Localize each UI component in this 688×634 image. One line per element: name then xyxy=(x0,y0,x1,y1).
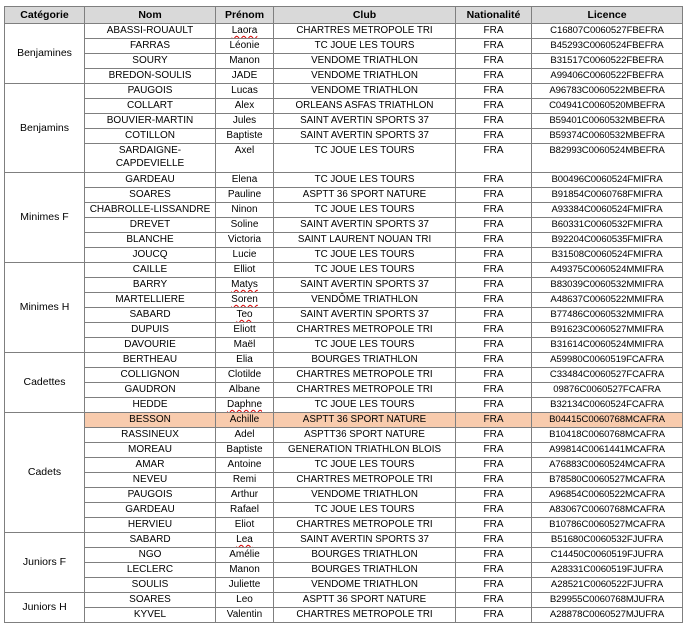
table-row xyxy=(5,173,683,188)
table-row xyxy=(5,99,683,114)
prenom-cell: Maël xyxy=(216,338,274,353)
prenom-cell: Arthur xyxy=(216,488,274,503)
licence-cell: B29955C0060768MJUFRA xyxy=(532,593,683,608)
club-cell: ASPTT 36 SPORT NATURE xyxy=(274,188,456,203)
header-licence: Licence xyxy=(532,7,683,24)
prenom-cell: Soline xyxy=(216,218,274,233)
nom-cell: GARDEAU xyxy=(85,173,216,188)
club-cell: CHARTRES METROPOLE TRI xyxy=(274,383,456,398)
participants-table xyxy=(4,6,683,623)
table-row xyxy=(5,593,683,608)
licence-cell: B45293C0060524FBEFRA xyxy=(532,39,683,54)
category-cell: Juniors H xyxy=(5,593,85,623)
licence-cell: B91623C0060527MMIFRA xyxy=(532,323,683,338)
prenom-cell: Baptiste xyxy=(216,129,274,144)
licence-cell: B83039C0060532MMIFRA xyxy=(532,278,683,293)
prenom-cell: Juliette xyxy=(216,578,274,593)
prenom-cell: Valentin xyxy=(216,608,274,623)
club-cell: CHARTRES METROPOLE TRI xyxy=(274,368,456,383)
table-row xyxy=(5,39,683,54)
licence-cell: B82993C0060524MBEFRA xyxy=(532,144,683,173)
table-row xyxy=(5,114,683,129)
table-row xyxy=(5,218,683,233)
prenom-cell: Manon xyxy=(216,54,274,69)
club-cell: SAINT AVERTIN SPORTS 37 xyxy=(274,533,456,548)
licence-cell: A99814C0061441MCAFRA xyxy=(532,443,683,458)
nom-cell: DUPUIS xyxy=(85,323,216,338)
licence-cell: B91854C0060768FMIFRA xyxy=(532,188,683,203)
club-cell: TC JOUE LES TOURS xyxy=(274,39,456,54)
category-cell: Juniors F xyxy=(5,533,85,593)
nom-cell: PAUGOIS xyxy=(85,488,216,503)
club-cell: SAINT AVERTIN SPORTS 37 xyxy=(274,114,456,129)
nom-cell: SOURY xyxy=(85,54,216,69)
nom-cell: SOARES xyxy=(85,593,216,608)
licence-cell: B31517C0060522FBEFRA xyxy=(532,54,683,69)
club-cell: ORLEANS ASFAS TRIATHLON xyxy=(274,99,456,114)
nationalite-cell: FRA xyxy=(456,218,532,233)
licence-cell: 09876C0060527FCAFRA xyxy=(532,383,683,398)
prenom-cell: Ninon xyxy=(216,203,274,218)
table-row xyxy=(5,608,683,623)
prenom-cell: Clotilde xyxy=(216,368,274,383)
table-row xyxy=(5,473,683,488)
club-cell: TC JOUE LES TOURS xyxy=(274,263,456,278)
table-row xyxy=(5,428,683,443)
prenom-cell: Axel xyxy=(216,144,274,173)
prenom-text: Daphne xyxy=(226,399,263,410)
club-cell: SAINT AVERTIN SPORTS 37 xyxy=(274,218,456,233)
licence-cell: B60331C0060532FMIFRA xyxy=(532,218,683,233)
licence-cell: B10786C0060527MCAFRA xyxy=(532,518,683,533)
nationalite-cell: FRA xyxy=(456,503,532,518)
nom-cell: SABARD xyxy=(85,308,216,323)
nationalite-cell: FRA xyxy=(456,144,532,173)
licence-cell: B04415C0060768MCAFRA xyxy=(532,413,683,428)
nationalite-cell: FRA xyxy=(456,548,532,563)
prenom-cell xyxy=(216,308,274,323)
table-row xyxy=(5,308,683,323)
club-cell: CHARTRES METROPOLE TRI xyxy=(274,24,456,39)
club-cell: BOURGES TRIATHLON xyxy=(274,548,456,563)
licence-cell: C04941C0060520MBEFRA xyxy=(532,99,683,114)
nationalite-cell: FRA xyxy=(456,368,532,383)
prenom-cell: Lucie xyxy=(216,248,274,263)
club-cell: VENDOME TRIATHLON xyxy=(274,54,456,69)
prenom-cell: Victoria xyxy=(216,233,274,248)
club-cell: CHARTRES METROPOLE TRI xyxy=(274,473,456,488)
table-row xyxy=(5,278,683,293)
club-cell: CHARTRES METROPOLE TRI xyxy=(274,323,456,338)
table-row xyxy=(5,533,683,548)
licence-cell: C33484C0060527FCAFRA xyxy=(532,368,683,383)
prenom-cell: Lucas xyxy=(216,84,274,99)
prenom-text: Soren xyxy=(231,294,258,305)
category-cell: Benjamins xyxy=(5,84,85,173)
table-row xyxy=(5,54,683,69)
club-cell: GENERATION TRIATHLON BLOIS xyxy=(274,443,456,458)
nationalite-cell: FRA xyxy=(456,323,532,338)
nom-cell: GARDEAU xyxy=(85,503,216,518)
nom-cell: SARDAIGNE-CAPDEVIELLE xyxy=(85,144,216,173)
club-cell: TC JOUE LES TOURS xyxy=(274,248,456,263)
club-cell: CHARTRES METROPOLE TRI xyxy=(274,518,456,533)
prenom-text: Teo xyxy=(236,309,253,320)
prenom-cell xyxy=(216,293,274,308)
nationalite-cell: FRA xyxy=(456,413,532,428)
club-cell: TC JOUE LES TOURS xyxy=(274,503,456,518)
table-row xyxy=(5,488,683,503)
category-cell: Benjamines xyxy=(5,24,85,84)
nom-cell: COLLIGNON xyxy=(85,368,216,383)
nom-cell: HERVIEU xyxy=(85,518,216,533)
prenom-cell: Elliot xyxy=(216,263,274,278)
nationalite-cell: FRA xyxy=(456,593,532,608)
table-body xyxy=(5,24,683,623)
prenom-cell: Eliott xyxy=(216,323,274,338)
licence-cell: A96783C0060522MBEFRA xyxy=(532,84,683,99)
prenom-text: Laora xyxy=(231,25,258,36)
table-row xyxy=(5,353,683,368)
club-cell: SAINT AVERTIN SPORTS 37 xyxy=(274,278,456,293)
licence-cell: B77486C0060532MMIFRA xyxy=(532,308,683,323)
prenom-cell: Eliot xyxy=(216,518,274,533)
category-cell: Cadets xyxy=(5,413,85,533)
club-cell: ASPTT36 SPORT NATURE xyxy=(274,428,456,443)
nationalite-cell: FRA xyxy=(456,563,532,578)
nationalite-cell: FRA xyxy=(456,398,532,413)
nationalite-cell: FRA xyxy=(456,608,532,623)
table-row xyxy=(5,144,683,173)
licence-cell: C14450C0060519FJUFRA xyxy=(532,548,683,563)
nom-cell: COLLART xyxy=(85,99,216,114)
licence-cell: A49375C0060524MMIFRA xyxy=(532,263,683,278)
nationalite-cell: FRA xyxy=(456,39,532,54)
prenom-cell xyxy=(216,278,274,293)
licence-cell: A76883C0060524MCAFRA xyxy=(532,458,683,473)
nom-cell: BREDON-SOULIS xyxy=(85,69,216,84)
nom-cell: DREVET xyxy=(85,218,216,233)
club-cell: ASPTT 36 SPORT NATURE xyxy=(274,413,456,428)
licence-cell: A83067C0060768MCAFRA xyxy=(532,503,683,518)
table-row xyxy=(5,263,683,278)
club-cell: VENDOME TRIATHLON xyxy=(274,578,456,593)
nationalite-cell: FRA xyxy=(456,233,532,248)
nationalite-cell: FRA xyxy=(456,263,532,278)
nationalite-cell: FRA xyxy=(456,99,532,114)
licence-cell: A48637C0060522MMIFRA xyxy=(532,293,683,308)
club-cell: VENDÔME TRIATHLON xyxy=(274,293,456,308)
nom-cell: COTILLON xyxy=(85,129,216,144)
nationalite-cell: FRA xyxy=(456,188,532,203)
prenom-cell: Achille xyxy=(216,413,274,428)
nationalite-cell: FRA xyxy=(456,473,532,488)
nom-cell: CAILLE xyxy=(85,263,216,278)
nationalite-cell: FRA xyxy=(456,114,532,129)
prenom-cell: Albane xyxy=(216,383,274,398)
nationalite-cell: FRA xyxy=(456,308,532,323)
licence-cell: B00496C0060524FMIFRA xyxy=(532,173,683,188)
table-row xyxy=(5,443,683,458)
prenom-cell xyxy=(216,24,274,39)
licence-cell: B51680C0060532FJUFRA xyxy=(532,533,683,548)
nationalite-cell: FRA xyxy=(456,129,532,144)
club-cell: TC JOUE LES TOURS xyxy=(274,203,456,218)
header-nationalite: Nationalité xyxy=(456,7,532,24)
nationalite-cell: FRA xyxy=(456,54,532,69)
nom-cell: SOARES xyxy=(85,188,216,203)
club-cell: VENDOME TRIATHLON xyxy=(274,84,456,99)
nationalite-cell: FRA xyxy=(456,24,532,39)
table-row xyxy=(5,383,683,398)
club-cell: VENDOME TRIATHLON xyxy=(274,69,456,84)
prenom-cell: Baptiste xyxy=(216,443,274,458)
category-cell: Cadettes xyxy=(5,353,85,413)
prenom-text: Matys xyxy=(231,279,258,290)
nom-cell: RASSINEUX xyxy=(85,428,216,443)
table-row xyxy=(5,323,683,338)
prenom-cell: Amélie xyxy=(216,548,274,563)
nationalite-cell: FRA xyxy=(456,518,532,533)
licence-cell: B59401C0060532MBEFRA xyxy=(532,114,683,129)
prenom-cell xyxy=(216,533,274,548)
prenom-cell: Alex xyxy=(216,99,274,114)
prenom-text: Lea xyxy=(236,534,253,545)
table-row xyxy=(5,458,683,473)
nationalite-cell: FRA xyxy=(456,338,532,353)
licence-cell: A96854C0060522MCAFRA xyxy=(532,488,683,503)
nom-cell: GAUDRON xyxy=(85,383,216,398)
prenom-cell: Remi xyxy=(216,473,274,488)
club-cell: TC JOUE LES TOURS xyxy=(274,398,456,413)
nationalite-cell: FRA xyxy=(456,458,532,473)
licence-cell: A99406C0060522FBEFRA xyxy=(532,69,683,84)
nationalite-cell: FRA xyxy=(456,173,532,188)
table-row xyxy=(5,413,683,428)
nom-cell: JOUCQ xyxy=(85,248,216,263)
header-prenom: Prénom xyxy=(216,7,274,24)
header-row xyxy=(5,7,683,24)
licence-cell: B59374C0060532MBEFRA xyxy=(532,129,683,144)
table-row xyxy=(5,563,683,578)
nom-cell: BERTHEAU xyxy=(85,353,216,368)
club-cell: BOURGES TRIATHLON xyxy=(274,353,456,368)
table-row xyxy=(5,24,683,39)
prenom-cell: Adel xyxy=(216,428,274,443)
club-cell: SAINT AVERTIN SPORTS 37 xyxy=(274,129,456,144)
club-cell: VENDOME TRIATHLON xyxy=(274,488,456,503)
category-cell: Minimes F xyxy=(5,173,85,263)
licence-cell: B92204C0060535FMIFRA xyxy=(532,233,683,248)
nom-cell: BOUVIER-MARTIN xyxy=(85,114,216,129)
prenom-cell: Pauline xyxy=(216,188,274,203)
table-row xyxy=(5,518,683,533)
header-nom: Nom xyxy=(85,7,216,24)
nom-cell: BARRY xyxy=(85,278,216,293)
table-row xyxy=(5,503,683,518)
prenom-cell: Leo xyxy=(216,593,274,608)
nom-cell: CHABROLLE-LISSANDRE xyxy=(85,203,216,218)
nationalite-cell: FRA xyxy=(456,488,532,503)
club-cell: TC JOUE LES TOURS xyxy=(274,173,456,188)
nationalite-cell: FRA xyxy=(456,443,532,458)
nationalite-cell: FRA xyxy=(456,248,532,263)
table-row xyxy=(5,248,683,263)
nom-cell: FARRAS xyxy=(85,39,216,54)
nom-cell: ABASSI-ROUAULT xyxy=(85,24,216,39)
nom-cell: HEDDE xyxy=(85,398,216,413)
nationalite-cell: FRA xyxy=(456,203,532,218)
table-row xyxy=(5,188,683,203)
club-cell: TC JOUE LES TOURS xyxy=(274,338,456,353)
nationalite-cell: FRA xyxy=(456,69,532,84)
table-row xyxy=(5,293,683,308)
nom-cell: DAVOURIE xyxy=(85,338,216,353)
nom-cell: SOULIS xyxy=(85,578,216,593)
nationalite-cell: FRA xyxy=(456,533,532,548)
prenom-cell: Antoine xyxy=(216,458,274,473)
licence-cell: A59980C0060519FCAFRA xyxy=(532,353,683,368)
club-cell: ASPTT 36 SPORT NATURE xyxy=(274,593,456,608)
club-cell: CHARTRES METROPOLE TRI xyxy=(274,608,456,623)
prenom-cell xyxy=(216,398,274,413)
nationalite-cell: FRA xyxy=(456,353,532,368)
category-cell: Minimes H xyxy=(5,263,85,353)
club-cell: TC JOUE LES TOURS xyxy=(274,144,456,173)
prenom-cell: Elia xyxy=(216,353,274,368)
nationalite-cell: FRA xyxy=(456,278,532,293)
club-cell: BOURGES TRIATHLON xyxy=(274,563,456,578)
header-categorie: Catégorie xyxy=(5,7,85,24)
table-row xyxy=(5,368,683,383)
licence-cell: C16807C0060527FBEFRA xyxy=(532,24,683,39)
table-row xyxy=(5,69,683,84)
club-cell: SAINT AVERTIN SPORTS 37 xyxy=(274,308,456,323)
table-row xyxy=(5,233,683,248)
licence-cell: B10418C0060768MCAFRA xyxy=(532,428,683,443)
nationalite-cell: FRA xyxy=(456,578,532,593)
header-club: Club xyxy=(274,7,456,24)
table-row xyxy=(5,578,683,593)
licence-cell: B31508C0060524FMIFRA xyxy=(532,248,683,263)
prenom-cell: Elena xyxy=(216,173,274,188)
prenom-cell: Rafael xyxy=(216,503,274,518)
licence-cell: B31614C0060524MMIFRA xyxy=(532,338,683,353)
nom-cell: MOREAU xyxy=(85,443,216,458)
prenom-cell: JADE xyxy=(216,69,274,84)
nom-cell: LECLERC xyxy=(85,563,216,578)
nom-cell: MARTELLIERE xyxy=(85,293,216,308)
nationalite-cell: FRA xyxy=(456,84,532,99)
table-row xyxy=(5,548,683,563)
nom-cell: NEVEU xyxy=(85,473,216,488)
table-row xyxy=(5,203,683,218)
table-row xyxy=(5,129,683,144)
club-cell: TC JOUE LES TOURS xyxy=(274,458,456,473)
nom-cell: PAUGOIS xyxy=(85,84,216,99)
prenom-cell: Jules xyxy=(216,114,274,129)
table-row xyxy=(5,398,683,413)
nom-cell: BLANCHE xyxy=(85,233,216,248)
licence-cell: B78580C0060527MCAFRA xyxy=(532,473,683,488)
club-cell: SAINT LAURENT NOUAN TRI xyxy=(274,233,456,248)
prenom-cell: Manon xyxy=(216,563,274,578)
nationalite-cell: FRA xyxy=(456,428,532,443)
nationalite-cell: FRA xyxy=(456,383,532,398)
nom-cell: SABARD xyxy=(85,533,216,548)
prenom-cell: Léonie xyxy=(216,39,274,54)
licence-cell: A28878C0060527MJUFRA xyxy=(532,608,683,623)
nom-cell: BESSON xyxy=(85,413,216,428)
nom-cell: NGO xyxy=(85,548,216,563)
licence-cell: A28521C0060522FJUFRA xyxy=(532,578,683,593)
licence-cell: B32134C0060524FCAFRA xyxy=(532,398,683,413)
table-row xyxy=(5,84,683,99)
nom-cell: KYVEL xyxy=(85,608,216,623)
nationalite-cell: FRA xyxy=(456,293,532,308)
nom-cell: AMAR xyxy=(85,458,216,473)
licence-cell: A93384C0060524FMIFRA xyxy=(532,203,683,218)
table-row xyxy=(5,338,683,353)
licence-cell: A28331C0060519FJUFRA xyxy=(532,563,683,578)
